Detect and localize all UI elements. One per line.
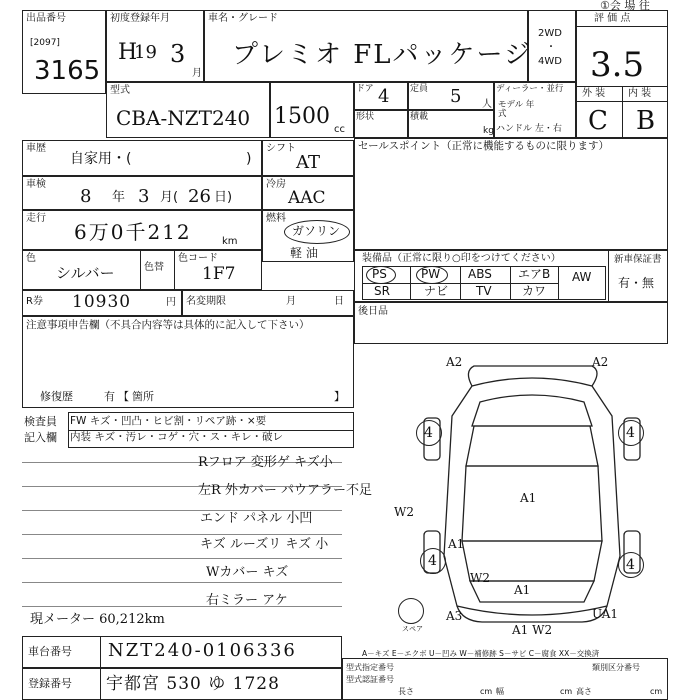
checker-label: 検査員 [24, 415, 57, 428]
spec-auth: 型式認証番号 [346, 675, 394, 684]
damage-mark-13: UA1 [592, 607, 619, 621]
equip-navi: ナビ [424, 284, 449, 298]
usage-close: ) [246, 151, 252, 167]
damage-mark-8: 4 [626, 557, 635, 573]
inspection-label: 車検 [26, 179, 46, 190]
displacement-value: 1500 [274, 104, 330, 129]
shape-label: 形状 [356, 112, 375, 122]
grade-value: 3.5 [590, 45, 645, 85]
first-reg-year: 19 [134, 42, 157, 63]
dealer-label: ディーラー・並行 [496, 84, 564, 94]
name-change-label: 名変期限 [186, 296, 226, 307]
mileage-label: 走行 [26, 213, 46, 224]
usage-value: 自家用・( [70, 151, 132, 167]
damage-mark-2: A2 [592, 355, 609, 369]
inspector-note-3: エンド パネル 小凹 [200, 511, 313, 526]
name-change-day: 日 [334, 296, 344, 307]
inspector-note-1: Rフロア 変形ゲ キズ小 [198, 455, 333, 470]
ac-label: 冷房 [266, 179, 286, 190]
drive-opt1: 2WD [538, 28, 562, 39]
chassis-label: 車台番号 [28, 645, 72, 658]
equipment-label: 装備品（正常に限り○印をつけてください） [362, 253, 561, 264]
damage-mark-1: A2 [446, 355, 463, 369]
spec-length-unit: cm [480, 687, 493, 696]
spec-height-unit: cm [650, 687, 663, 696]
equip-pw: PW [421, 267, 441, 281]
drive-opt2: 4WD [538, 56, 562, 67]
capacity-value: 5 [450, 86, 462, 107]
shift-label: シフト [266, 143, 296, 154]
recycle-unit: 円 [166, 297, 176, 308]
checker-row1: FW キズ・凹凸・ヒビ割・リペア跡・×要 [70, 415, 267, 427]
repair-open: 【 [118, 390, 129, 403]
damage-mark-9: A1 [448, 537, 465, 551]
damage-mark-5: A1 [520, 491, 537, 505]
spare-tire-circle [398, 598, 424, 624]
warranty-label: 新車保証書 [614, 254, 662, 265]
repair-label: 修復歴 [40, 390, 73, 403]
spare-label: スペア [402, 625, 423, 633]
spec-length: 長さ [398, 687, 414, 696]
first-reg-month: 3 [170, 40, 186, 68]
grade-label: 評 価 点 [594, 13, 631, 24]
inspector-note-4: キズ ルーズリ キズ 小 [200, 537, 329, 552]
damage-mark-12: A3 [446, 609, 463, 623]
venue-label: ①会 場 往 [600, 0, 650, 12]
inspector-note-2: 左R 外カバー パウアラー不足 [198, 483, 373, 498]
first-reg-era: H [118, 40, 138, 65]
mileage-unit: km [222, 236, 238, 247]
equip-tv: TV [476, 284, 492, 298]
color-label: 色 [26, 253, 36, 264]
fuel-diesel: 軽 油 [290, 246, 318, 260]
equip-sr: SR [374, 284, 390, 298]
color-code: 1F7 [202, 264, 236, 284]
grade-int-label: 内 装 [628, 88, 652, 99]
damage-mark-10: W2 [470, 571, 490, 585]
repair-value: 有 [104, 390, 115, 403]
handle-label: ハンドル 左・右 [496, 124, 562, 134]
model-value: プレミオ FLパッケージ [232, 40, 533, 70]
drive-dot: ・ [546, 42, 556, 53]
spec-cat: 類別区分番号 [592, 663, 640, 672]
sales-point-box [354, 138, 668, 250]
first-reg-unit: 月 [192, 68, 202, 79]
shift-value: AT [296, 152, 321, 173]
spec-width-unit: cm [560, 687, 573, 696]
inspector-note-5: Wカバー キズ [206, 565, 289, 580]
damage-mark-3: 4 [424, 425, 433, 441]
equip-ps-circle [366, 266, 396, 284]
grade-int: B [636, 106, 656, 136]
inspection-day: 26 [188, 186, 211, 207]
ac-value: AAC [288, 188, 326, 208]
equip-leather: カワ [522, 284, 547, 298]
damage-legend: A－キズ E－エクボ U－凹み W－補修跡 S－サビ C－腐食 XX－交換済 [362, 649, 600, 658]
type-label: 型式 [110, 85, 130, 96]
displacement-unit: cc [334, 124, 345, 135]
chassis-value: NZT240-0106336 [108, 640, 297, 661]
color-value: シルバー [56, 264, 115, 282]
equip-airbag: エアB [518, 267, 551, 281]
spec-width: 幅 [496, 687, 504, 696]
grade-ext-label: 外 装 [582, 88, 606, 99]
damage-mark-14: A1 W2 [512, 623, 553, 637]
damage-mark-4: 4 [626, 425, 635, 441]
damage-mark-6: W2 [394, 505, 414, 519]
inspection-year: 8 [80, 186, 92, 207]
first-reg-label: 初度登録年月 [110, 13, 170, 24]
inspection-month: 3 [138, 186, 150, 207]
equip-pw-circle [416, 266, 448, 284]
capacity-unit: 人 [482, 99, 492, 110]
inspection-year-unit: 年 [112, 190, 126, 205]
repair-close: 】 [334, 390, 345, 403]
spec-height: 高さ [576, 687, 592, 696]
inspector-note-6: 右ミラー アケ [206, 593, 288, 608]
warranty-value: 有・無 [618, 276, 655, 290]
checker-row2: 内装 キズ・汚レ・コゲ・穴・ス・キレ・破レ [70, 431, 284, 443]
checker-label2: 記入欄 [24, 431, 57, 444]
usage-label: 車歴 [26, 143, 46, 154]
inspection-month-unit: 月( [160, 190, 179, 205]
mileage-value: 6万0千212 [74, 220, 192, 244]
load-unit: kg [483, 126, 494, 136]
registration-value: 宇都宮 530 ゆ 1728 [106, 674, 280, 694]
meter-note: 現メーター 60,212km [30, 612, 165, 627]
color-change-label: 色替 [144, 262, 164, 273]
damage-mark-11: A1 [514, 583, 531, 597]
sales-point-label: セールスポイント（正常に機能するものに限ります） [358, 140, 610, 152]
recycle-value: 10930 [72, 292, 132, 312]
name-change-month: 月 [286, 296, 296, 307]
grade-ext: C [588, 106, 608, 136]
lot-label: 出品番号 [26, 13, 66, 24]
model-label: 車名・グレード [208, 13, 278, 24]
model-year-label: モデル 年式 [498, 100, 535, 119]
damage-mark-7: 4 [428, 553, 437, 569]
repair-detail: 箇所 [132, 390, 154, 403]
spec-cert: 型式指定番号 [346, 663, 394, 672]
delivery-label: 後日品 [358, 306, 388, 317]
fuel-gas: ガソリン [292, 224, 341, 238]
doors-value: 4 [378, 86, 390, 107]
delivery-box [354, 302, 668, 344]
color-code-label: 色コード [178, 253, 218, 264]
registration-label: 登録番号 [28, 677, 72, 690]
usage-box [22, 140, 262, 176]
equip-abs: ABS [468, 267, 492, 281]
lot-sub: [2097] [30, 38, 60, 48]
load-label: 積載 [410, 112, 429, 122]
inspection-day-unit: 日) [214, 190, 233, 205]
type-value: CBA-NZT240 [116, 106, 251, 130]
equip-ps: PS [372, 267, 387, 281]
recycle-label: R券 [26, 296, 43, 307]
notes-label: 注意事項申告欄（不具合内容等は具体的に記入して下さい） [26, 319, 310, 331]
doors-label: ドア [356, 84, 374, 94]
lot-number: 3165 [34, 56, 101, 86]
fuel-label: 燃料 [266, 213, 286, 224]
equip-aw: AW [572, 270, 592, 284]
capacity-label: 定員 [410, 84, 429, 94]
